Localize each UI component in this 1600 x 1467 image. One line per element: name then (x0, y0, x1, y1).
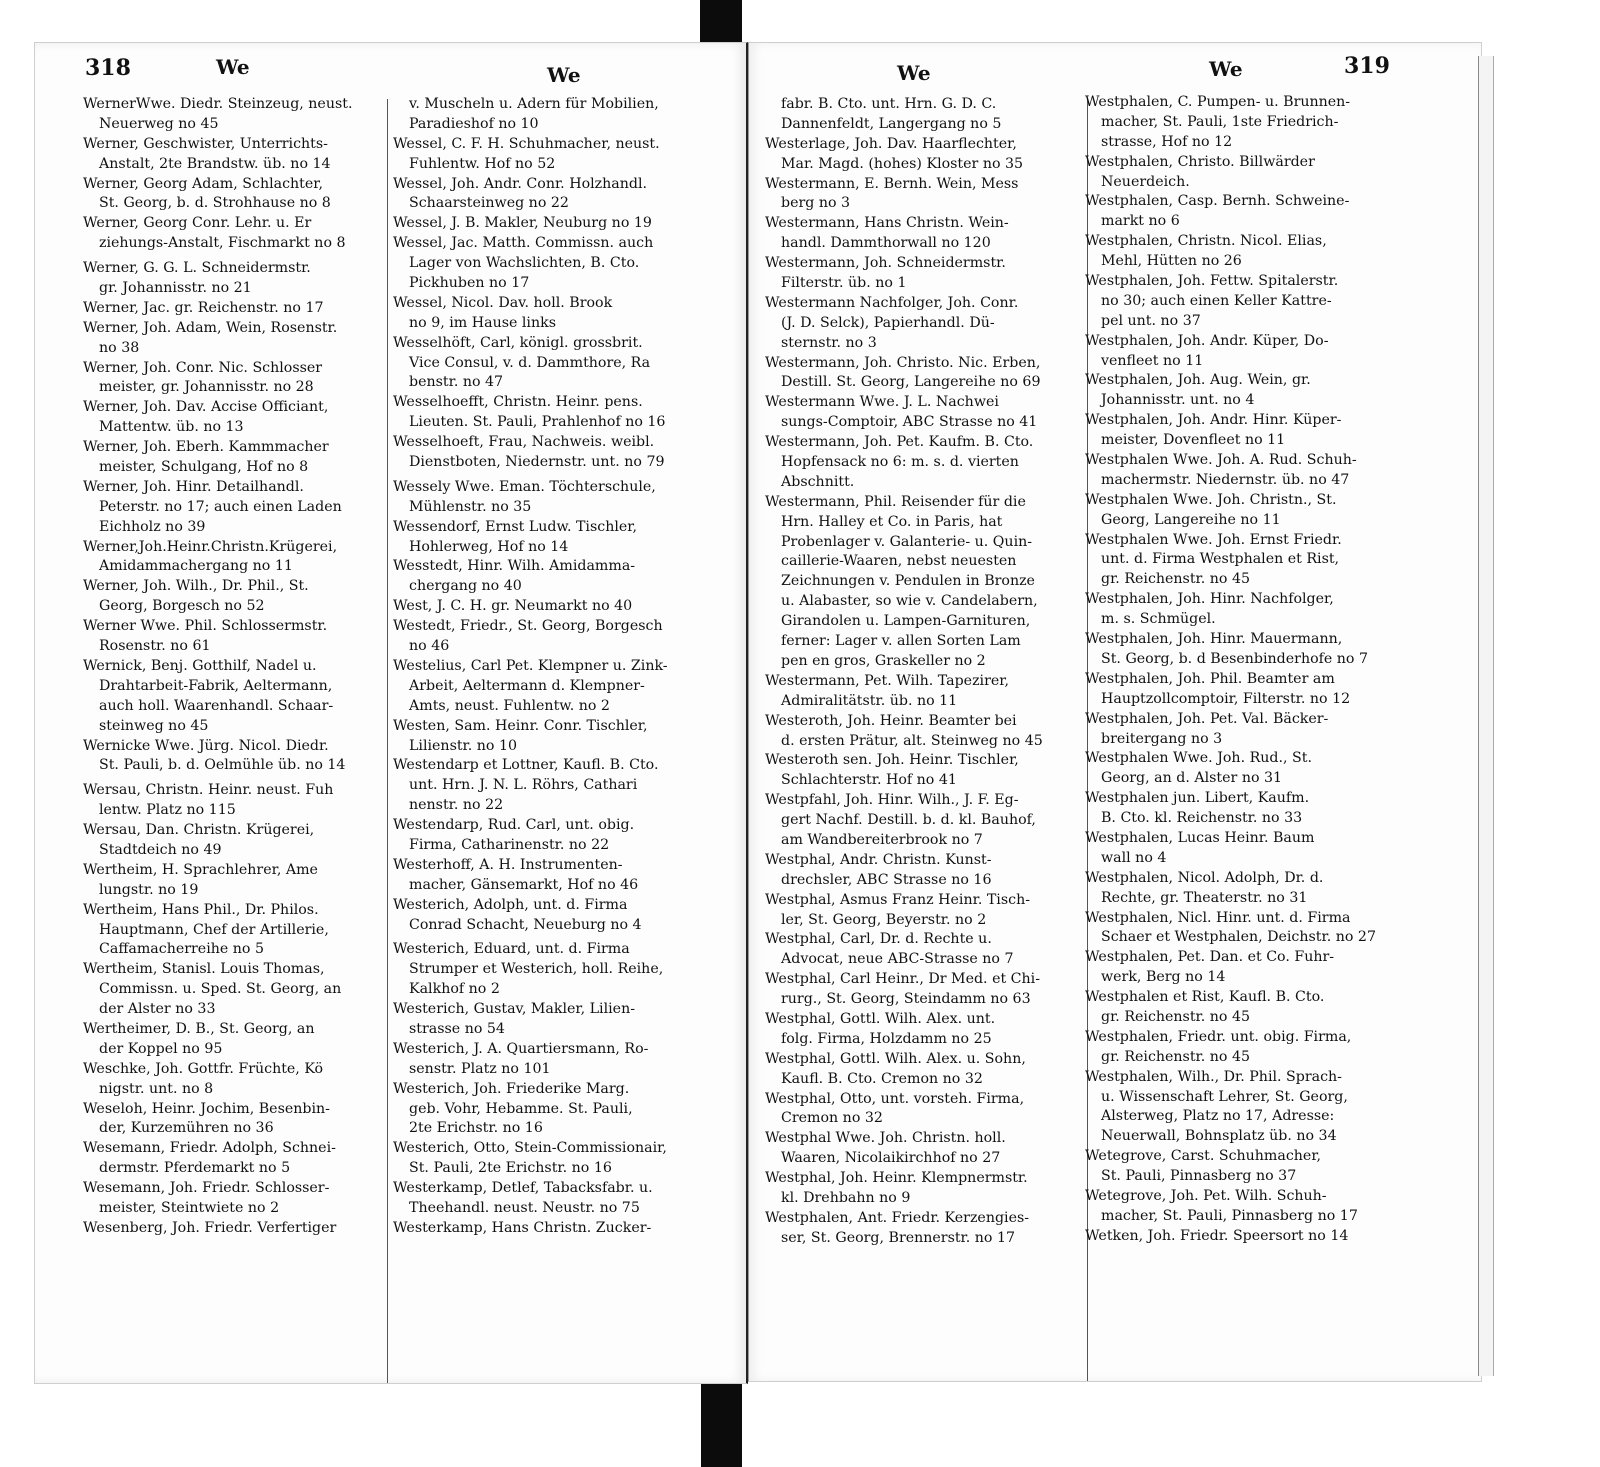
directory-line: pen en gros, Graskeller no 2 (781, 652, 986, 669)
directory-line: Westphalen, Joh. Hinr. Mauermann, (1085, 631, 1343, 648)
directory-line: Werner, Joh. Adam, Wein, Rosenstr. (83, 319, 338, 336)
directory-line: West, J. C. H. gr. Neumarkt no 40 (393, 598, 633, 615)
directory-line: Westphalen, Joh. Phil. Beamter am (1085, 670, 1335, 687)
directory-line: Wetegrove, Carst. Schuhmacher, (1085, 1148, 1322, 1165)
directory-line: ferner: Lager v. allen Sorten Lam (781, 633, 1021, 650)
directory-line: Westphalen, Nicl. Hinr. unt. d. Firma (1085, 909, 1351, 926)
directory-line: Wessel, Nicol. Dav. holl. Brook (393, 294, 613, 311)
directory-line: markt no 6 (1101, 213, 1180, 230)
directory-line: fabr. B. Cto. unt. Hrn. G. D. C. (781, 96, 997, 112)
directory-line: meister, Dovenfleet no 11 (1101, 432, 1286, 449)
directory-line: Wernick, Benj. Gotthilf, Nadel u. (83, 657, 317, 674)
directory-line: Wesselhoefft, Christn. Heinr. pens. (393, 394, 643, 411)
directory-line: kl. Drehbahn no 9 (781, 1189, 911, 1206)
directory-line: Westphalen, Nicol. Adolph, Dr. d. (1085, 869, 1324, 886)
directory-line: Werner, Geschwister, Unterrichts- (83, 135, 328, 152)
directory-line: Westphal, Carl, Dr. d. Rechte u. (765, 931, 992, 948)
directory-line: Westendarp et Lottner, Kaufl. B. Cto. (393, 757, 659, 774)
directory-line: Werner Wwe. Phil. Schlossermstr. (83, 618, 328, 635)
directory-line: Westphalen Wwe. Joh. Ernst Friedr. (1085, 531, 1342, 548)
directory-line: der Alster no 33 (99, 1001, 216, 1018)
directory-line: Wertheim, Hans Phil., Dr. Philos. (83, 901, 319, 918)
directory-line: Westphalen et Rist, Kaufl. B. Cto. (1085, 989, 1325, 1006)
directory-line: Rechte, gr. Theaterstr. no 31 (1101, 889, 1308, 906)
directory-line: Westerich, Otto, Stein-Commissionair, (393, 1140, 667, 1157)
right-page (748, 42, 1482, 1382)
directory-line: Wetegrove, Joh. Pet. Wilh. Schuh- (1085, 1187, 1327, 1204)
directory-line: Advocat, neue ABC-Strasse no 7 (781, 951, 1014, 968)
directory-line: senstr. Platz no 101 (409, 1060, 551, 1077)
directory-line: Westerich, Joh. Friederike Marg. (393, 1080, 630, 1097)
directory-line: Westermann, Joh. Christo. Nic. Erben, (765, 354, 1041, 371)
directory-line: d. ersten Prätur, alt. Steinweg no 45 (781, 732, 1043, 749)
directory-line: Destill. St. Georg, Langereihe no 69 (781, 374, 1041, 391)
directory-line: Wessel, J. B. Makler, Neuburg no 19 (393, 215, 652, 232)
directory-line: macher, Gänsemarkt, Hof no 46 (409, 876, 639, 893)
directory-line: Wetken, Joh. Friedr. Speersort no 14 (1085, 1227, 1349, 1244)
directory-line: Westerich, Gustav, Makler, Lilien- (393, 1001, 636, 1018)
directory-line: Georg, an d. Alster no 31 (1101, 770, 1283, 787)
directory-line: benstr. no 47 (409, 374, 504, 391)
directory-line: 2te Erichstr. no 16 (409, 1120, 543, 1137)
directory-line: Fuhlentw. Hof no 52 (409, 155, 556, 172)
directory-line: Wessendorf, Ernst Ludw. Tischler, (393, 518, 638, 535)
directory-line: Werner, Georg Adam, Schlachter, (83, 175, 323, 192)
directory-line: Theehandl. neust. Neustr. no 75 (409, 1199, 640, 1216)
directory-line: Wessely Wwe. Eman. Töchterschule, (393, 478, 656, 495)
directory-line: m. s. Schmügel. (1101, 611, 1216, 628)
directory-line: Westphalen, Joh. Pet. Val. Bäcker- (1085, 710, 1329, 727)
directory-line: Weschke, Joh. Gottfr. Früchte, Kö (83, 1060, 324, 1077)
directory-line: Werner, Jac. gr. Reichenstr. no 17 (83, 299, 324, 316)
directory-line: no 9, im Hause links (409, 314, 556, 331)
directory-line: Kaufl. B. Cto. Cremon no 32 (781, 1070, 983, 1087)
directory-line: Westphalen, Casp. Bernh. Schweine- (1085, 193, 1350, 210)
directory-line: v. Muscheln u. Adern für Mobilien, (409, 96, 659, 112)
directory-line: St. Pauli, Pinnasberg no 37 (1101, 1168, 1297, 1185)
directory-line: machermstr. Niedernstr. üb. no 47 (1101, 471, 1350, 488)
directory-line: Georg, Langereihe no 11 (1101, 511, 1281, 528)
directory-line: no 46 (409, 638, 450, 655)
directory-line: Westphalen, Wilh., Dr. Phil. Sprach- (1085, 1068, 1342, 1085)
directory-line: Schaer et Westphalen, Deichstr. no 27 (1101, 929, 1376, 946)
page-number-left: 318 (85, 55, 131, 81)
directory-line: geb. Vohr, Hebamme. St. Pauli, (409, 1100, 633, 1117)
directory-line: Werner,Joh.Heinr.Christn.Krügerei, (83, 538, 338, 555)
directory-line: no 30; auch einen Keller Kattre- (1101, 292, 1332, 309)
directory-line: Westermann, Phil. Reisender für die (765, 493, 1026, 510)
directory-line: Firma, Catharinenstr. no 22 (409, 836, 610, 853)
directory-line: Westeroth sen. Joh. Heinr. Tischler, (765, 752, 1019, 769)
directory-line: auch holl. Waarenhandl. Schaar- (99, 697, 334, 714)
directory-line: Hohlerweg, Hof no 14 (409, 538, 569, 555)
directory-line: Westerich, Adolph, unt. d. Firma (393, 896, 628, 913)
directory-line: Werner, Joh. Conr. Nic. Schlosser (83, 359, 323, 376)
directory-line: Neuerwall, Bohnsplatz üb. no 34 (1101, 1128, 1337, 1145)
directory-line: Arbeit, Aeltermann d. Klempner- (409, 677, 645, 694)
directory-line: Westphalen, Christo. Billwärder (1085, 153, 1315, 170)
binding-spine-bottom (701, 1379, 742, 1467)
directory-line: breitergang no 3 (1101, 730, 1223, 747)
running-header-right-center: We (897, 61, 931, 85)
directory-line: lungstr. no 19 (99, 881, 199, 898)
directory-line: Werner, G. G. L. Schneidermstr. (83, 260, 311, 277)
directory-line: Hopfensack no 6: m. s. d. vierten (781, 454, 1019, 471)
directory-line: meister, Steintwiete no 2 (99, 1199, 280, 1216)
directory-line: gr. Johannisstr. no 21 (99, 280, 252, 297)
directory-line: nigstr. unt. no 8 (99, 1080, 214, 1097)
directory-line: sternstr. no 3 (781, 334, 877, 351)
directory-line: Westphalen, Joh. Aug. Wein, gr. (1085, 372, 1311, 389)
directory-line: Werner, Joh. Eberh. Kammmacher (83, 439, 329, 456)
directory-line: Mehl, Hütten no 26 (1101, 253, 1242, 270)
directory-line: Westerhoff, A. H. Instrumenten- (393, 856, 623, 873)
directory-line: u. Wissenschaft Lehrer, St. Georg, (1101, 1088, 1348, 1105)
directory-line: Westphalen, Joh. Hinr. Nachfolger, (1085, 591, 1334, 608)
directory-line: Westphal, Andr. Christn. Kunst- (765, 851, 992, 868)
directory-line: Wersau, Christn. Heinr. neust. Fuh (83, 782, 334, 799)
directory-line: unt. Hrn. J. N. L. Röhrs, Cathari (409, 777, 638, 794)
running-header-left-center: We (547, 63, 581, 87)
directory-line: Werner, Joh. Dav. Accise Officiant, (83, 399, 329, 416)
directory-line: macher, St. Pauli, 1ste Friedrich- (1101, 113, 1339, 130)
directory-line: St. Georg, b. d. Strohhause no 8 (99, 195, 331, 212)
directory-line: Westphalen, Friedr. unt. obig. Firma, (1085, 1028, 1352, 1045)
directory-line: Westphal, Otto, unt. vorsteh. Firma, (765, 1090, 1025, 1107)
directory-line: Georg, Borgesch no 52 (99, 598, 265, 615)
directory-line: strasse no 54 (409, 1020, 505, 1037)
left-page (34, 42, 748, 1384)
directory-line: pel unt. no 37 (1101, 312, 1201, 329)
directory-line: sungs-Comptoir, ABC Strasse no 41 (781, 414, 1038, 431)
directory-line: folg. Firma, Holzdamm no 25 (781, 1030, 992, 1047)
directory-line: Westerkamp, Detlef, Tabacksfabr. u. (393, 1180, 653, 1197)
directory-line: Westeroth, Joh. Heinr. Beamter bei (765, 712, 1017, 729)
directory-line: Hauptzollcomptoir, Filterstr. no 12 (1101, 690, 1351, 707)
directory-line: Westphalen jun. Libert, Kaufm. (1085, 790, 1310, 807)
directory-line: Stadtdeich no 49 (99, 841, 222, 858)
directory-line: Strumper et Westerich, holl. Reihe, (409, 961, 664, 978)
directory-line: Schlachterstr. Hof no 41 (781, 772, 957, 789)
directory-line: chergang no 40 (409, 578, 522, 595)
directory-line: gr. Reichenstr. no 45 (1101, 571, 1251, 588)
directory-line: Wesemann, Joh. Friedr. Schlosser- (83, 1180, 330, 1197)
directory-line: Westerich, J. A. Quartiersmann, Ro- (393, 1040, 649, 1057)
directory-line: Westphal, Gottl. Wilh. Alex. unt. (765, 1010, 996, 1027)
directory-line: Dienstboten, Niedernstr. unt. no 79 (409, 454, 665, 471)
directory-line: St. Pauli, b. d. Oelmühle üb. no 14 (99, 757, 346, 774)
directory-line: berg no 3 (781, 195, 851, 212)
directory-line: Westermann Wwe. J. L. Nachwei (765, 394, 999, 411)
directory-line: Westphal, Asmus Franz Heinr. Tisch- (765, 891, 1030, 908)
directory-line: Alsterweg, Platz no 17, Adresse: (1101, 1108, 1335, 1125)
directory-line: Westpfahl, Joh. Hinr. Wilh., J. F. Eg- (765, 792, 1019, 809)
directory-line: Westphalen, Joh. Andr. Hinr. Küper- (1085, 412, 1342, 429)
left-column-2 (393, 95, 668, 1239)
directory-line: nenstr. no 22 (409, 797, 504, 814)
directory-line: Werner, Joh. Hinr. Detailhandl. (83, 478, 304, 495)
directory-line: Johannisstr. unt. no 4 (1101, 392, 1255, 409)
directory-line: Westerlage, Joh. Dav. Haarflechter, (765, 135, 1017, 152)
directory-line: St. Pauli, 2te Erichstr. no 16 (409, 1160, 612, 1177)
directory-line: Abschnitt. (781, 473, 855, 490)
directory-line: Westphalen, Joh. Fettw. Spitalerstr. (1085, 273, 1339, 290)
directory-line: Pickhuben no 17 (409, 275, 530, 292)
directory-line: Wesselhöft, Carl, königl. grossbrit. (393, 334, 643, 351)
directory-line: Wertheimer, D. B., St. Georg, an (83, 1020, 315, 1037)
directory-line: Amidammachergang no 11 (99, 558, 293, 575)
directory-line: Paradieshof no 10 (409, 115, 539, 132)
directory-line: Anstalt, 2te Brandstw. üb. no 14 (99, 155, 331, 172)
directory-line: Commissn. u. Sped. St. Georg, an (99, 981, 342, 998)
directory-line: Admiralitätstr. üb. no 11 (781, 692, 958, 709)
directory-line: Westphalen, Pet. Dan. et Co. Fuhr- (1085, 949, 1335, 966)
right-column-1 (765, 95, 1043, 1249)
directory-line: Werner, Joh. Wilh., Dr. Phil., St. (83, 578, 309, 595)
directory-line: Hauptmann, Chef der Artillerie, (99, 921, 329, 938)
directory-line: Wertheim, Stanisl. Louis Thomas, (83, 961, 325, 978)
directory-line: Schaarsteinweg no 22 (409, 195, 569, 212)
directory-line: Conrad Schacht, Neueburg no 4 (409, 916, 642, 933)
directory-line: Mar. Magd. (hohes) Kloster no 35 (781, 155, 1024, 172)
directory-line: Wesstedt, Hinr. Wilh. Amidamma- (393, 558, 636, 575)
directory-line: Dannenfeldt, Langergang no 5 (781, 115, 1002, 132)
directory-line: gr. Reichenstr. no 45 (1101, 1008, 1251, 1025)
running-header-left: We (216, 55, 250, 79)
directory-line: Hrn. Halley et Co. in Paris, hat (781, 513, 1003, 530)
directory-line: Waaren, Nicolaikirchhof no 27 (781, 1150, 1001, 1167)
directory-line: ziehungs-Anstalt, Fischmarkt no 8 (99, 235, 346, 252)
directory-line: Wesemann, Friedr. Adolph, Schnei- (83, 1140, 336, 1157)
directory-line: Westphalen, Joh. Andr. Küper, Do- (1085, 332, 1329, 349)
directory-line: WernerWwe. Diedr. Steinzeug, neust. (83, 96, 353, 112)
directory-line: meister, gr. Johannisstr. no 28 (99, 379, 314, 396)
directory-line: drechsler, ABC Strasse no 16 (781, 871, 992, 888)
directory-line: lentw. Platz no 115 (99, 802, 236, 819)
directory-line: dermstr. Pferdemarkt no 5 (99, 1160, 291, 1177)
directory-line: Wertheim, H. Sprachlehrer, Ame (83, 861, 318, 878)
directory-line: Westphal Wwe. Joh. Christn. holl. (765, 1130, 1006, 1147)
directory-line: Eichholz no 39 (99, 518, 206, 535)
directory-line: Westelius, Carl Pet. Klempner u. Zink- (393, 657, 668, 674)
directory-line: Westphalen Wwe. Joh. Rud., St. (1085, 750, 1312, 767)
directory-line: Westermann, E. Bernh. Wein, Mess (765, 175, 1019, 192)
directory-line: Westermann, Joh. Schneidermstr. (765, 255, 1006, 272)
directory-line: Mühlenstr. no 35 (409, 498, 532, 515)
directory-line: Westermann, Hans Christn. Wein- (765, 215, 1009, 232)
directory-line: Westphal, Carl Heinr., Dr Med. et Chi- (765, 971, 1040, 988)
directory-line: Neuerweg no 45 (99, 115, 219, 132)
directory-line: Lieuten. St. Pauli, Prahlenhof no 16 (409, 414, 666, 431)
directory-line: venfleet no 11 (1101, 352, 1204, 369)
directory-line: rurg., St. Georg, Steindamm no 63 (781, 991, 1031, 1008)
directory-line: u. Alabaster, so wie v. Candelabern, (781, 593, 1038, 610)
directory-line: ser, St. Georg, Brennerstr. no 17 (781, 1229, 1016, 1246)
directory-line: Wersau, Dan. Christn. Krügerei, (83, 822, 315, 839)
directory-line: Westphal, Gottl. Wilh. Alex. u. Sohn, (765, 1050, 1026, 1067)
right-column-2 (1085, 93, 1376, 1247)
directory-line: Wessel, Jac. Matth. Commissn. auch (393, 235, 654, 252)
directory-line: Westermann, Pet. Wilh. Tapezirer, (765, 672, 1009, 689)
directory-line: no 38 (99, 339, 140, 356)
directory-line: Mattentw. üb. no 13 (99, 419, 244, 436)
page-number-right: 319 (1344, 53, 1390, 79)
directory-line: Westedt, Friedr., St. Georg, Borgesch (393, 618, 663, 635)
binding-spine-top (700, 0, 742, 48)
directory-line: handl. Dammthorwall no 120 (781, 235, 991, 252)
directory-line: Wessel, C. F. H. Schuhmacher, neust. (393, 135, 660, 152)
directory-line: unt. d. Firma Westphalen et Rist, (1101, 551, 1340, 568)
directory-line: Cremon no 32 (781, 1110, 883, 1127)
directory-line: Westphalen Wwe. Joh. Christn., St. (1085, 491, 1337, 508)
directory-line: Westphalen, Ant. Friedr. Kerzengies- (765, 1209, 1030, 1226)
directory-line: der Koppel no 95 (99, 1040, 223, 1057)
directory-line: Neuerdeich. (1101, 173, 1190, 190)
directory-line: Werner, Georg Conr. Lehr. u. Er (83, 215, 312, 232)
directory-line: Wessel, Joh. Andr. Conr. Holzhandl. (393, 175, 647, 192)
directory-line: caillerie-Waaren, nebst neuesten (781, 553, 1017, 570)
directory-line: Westphalen, Lucas Heinr. Baum (1085, 829, 1315, 846)
directory-line: gert Nachf. Destill. b. d. kl. Bauhof, (781, 812, 1036, 829)
directory-line: Westerkamp, Hans Christn. Zucker- (393, 1219, 652, 1236)
directory-line: Westphal, Joh. Heinr. Klempnermstr. (765, 1170, 1028, 1187)
directory-line: Wesenberg, Joh. Friedr. Verfertiger (83, 1219, 337, 1236)
directory-line: strasse, Hof no 12 (1101, 133, 1233, 150)
directory-line: Westermann Nachfolger, Joh. Conr. (765, 294, 1019, 311)
directory-line: am Wandbereiterbrook no 7 (781, 831, 983, 848)
directory-line: ler, St. Georg, Beyerstr. no 2 (781, 911, 987, 928)
directory-line: Peterstr. no 17; auch einen Laden (99, 498, 342, 515)
directory-line: der, Kurzemühren no 36 (99, 1120, 274, 1137)
directory-line: Lilienstr. no 10 (409, 737, 518, 754)
directory-line: wall no 4 (1101, 849, 1167, 866)
directory-line: gr. Reichenstr. no 45 (1101, 1048, 1251, 1065)
directory-line: Zeichnungen v. Pendulen in Bronze (781, 573, 1035, 590)
directory-line: Westphalen, Christn. Nicol. Elias, (1085, 233, 1327, 250)
directory-line: Westendarp, Rud. Carl, unt. obig. (393, 817, 635, 834)
directory-line: Drahtarbeit-Fabrik, Aeltermann, (99, 677, 333, 694)
directory-line: Rosenstr. no 61 (99, 638, 211, 655)
running-header-right: We (1209, 57, 1243, 81)
directory-line: Filterstr. üb. no 1 (781, 275, 907, 292)
directory-line: Kalkhof no 2 (409, 981, 500, 998)
directory-line: werk, Berg no 14 (1101, 969, 1226, 986)
directory-line: Westermann, Joh. Pet. Kaufm. B. Cto. (765, 434, 1034, 451)
directory-line: St. Georg, b. d Besenbinderhofe no 7 (1101, 650, 1368, 667)
directory-line: macher, St. Pauli, Pinnasberg no 17 (1101, 1207, 1358, 1224)
directory-line: Vice Consul, v. d. Dammthore, Ra (409, 354, 651, 371)
directory-line: meister, Schulgang, Hof no 8 (99, 459, 309, 476)
directory-line: steinweg no 45 (99, 717, 209, 734)
directory-line: Wesselhoeft, Frau, Nachweis. weibl. (393, 434, 655, 451)
column-divider-left (387, 99, 388, 1384)
directory-line: Caffamacherreihe no 5 (99, 941, 264, 958)
directory-line: Amts, neust. Fuhlentw. no 2 (409, 697, 610, 714)
directory-line: B. Cto. kl. Reichenstr. no 33 (1101, 810, 1303, 827)
directory-line: Westen, Sam. Heinr. Conr. Tischler, (393, 717, 648, 734)
directory-line: (J. D. Selck), Papierhandl. Dü- (781, 314, 995, 331)
directory-line: Wernicke Wwe. Jürg. Nicol. Diedr. (83, 737, 329, 754)
directory-line: Lager von Wachslichten, B. Cto. (409, 255, 640, 272)
left-column-1 (83, 95, 352, 1239)
directory-line: Westerich, Eduard, unt. d. Firma (393, 941, 630, 958)
directory-line: Weseloh, Heinr. Jochim, Besenbin- (83, 1100, 330, 1117)
directory-line: Girandolen u. Lampen-Garnituren, (781, 613, 1031, 630)
directory-line: Westphalen, C. Pumpen- u. Brunnen- (1085, 94, 1351, 110)
directory-line: Probenlager v. Galanterie- u. Quin- (781, 533, 1033, 550)
book-edge (1478, 56, 1494, 1376)
directory-line: Westphalen Wwe. Joh. A. Rud. Schuh- (1085, 452, 1357, 469)
